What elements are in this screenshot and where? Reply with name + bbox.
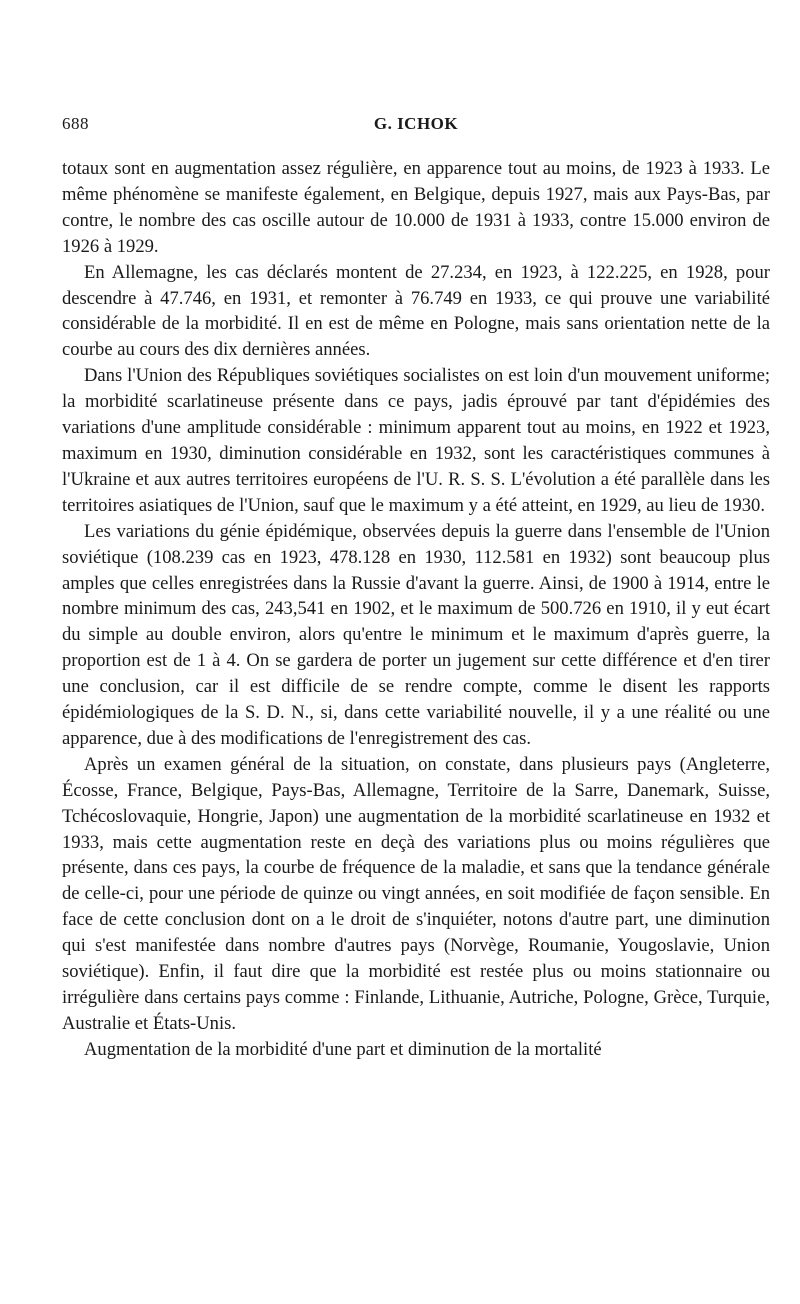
paragraph-4: Les variations du génie épidémique, observées depuis la guerre dans l'ensemble de l'Union soviétique (108.239 cas en 1923, 478.128 en 1930, 112.581 en 1932) sont beaucoup plus amples que celles enregistrées dans la Russie d'avant la guerre. Ainsi, de 1900 à 1914, entre le nombre minimum des cas, 243,541 en 1902, et le maximum de 500.726 en 1910, il y eut écart du simple au double environ, alors qu'entre le minimum et le maximum d'après guerre, la proportion est de 1 à 4. On se gardera de porter un jugement sur cette différence et d'en tirer une conclusion, car il est difficile de se rendre compte, comme le disent les rapports épidémiologiques de la S. D. N., si, dans cette variabilité nouvelle, il y a une réalité ou une apparence, due à des modifications de l'enregistrement des cas.: [62, 520, 770, 749]
body-text: [62, 156, 770, 1063]
paragraph-3: Dans l'Union des Républiques soviétiques socialistes on est loin d'un mouvement uniforme; la morbidité scarlatineuse présente dans ce pays, jadis éprouvé par tant d'épidémies des variations d'une amplitude considérable : minimum apparent tout au moins, en 1922 et 1923, maximum en 1930, diminution considérable en 1932, sont les caractéristiques communes à l'Ukraine et aux autres territoires européens de l'U. R. S. S. L'évolution a été parallèle dans les territoires asiatiques de l'Union, sauf que le maximum y a été atteint, en 1929, au lieu de 1930.: [62, 365, 770, 516]
paragraph-6: Augmentation de la morbidité d'une part et diminution de la mortalité: [84, 1038, 602, 1060]
paragraph-1: totaux sont en augmentation assez régulière, en apparence tout au moins, de 1923 à 1933. Le même phénomène se manifeste également, en Belgique, depuis 1927, mais aux Pays-Bas, par contre, le nombre des cas oscille autour de 10.000 de 1931 à 1933, contre 15.000 environ de 1926 à 1929.: [62, 158, 770, 257]
paragraph-2: En Allemagne, les cas déclarés montent de 27.234, en 1923, à 122.225, en 1928, pour descendre à 47.746, en 1931, et remonter à 76.749 en 1933, ce qui prouve une variabilité considérable de la morbidité. Il en est de même en Pologne, mais sans orientation nette de la courbe au cours des dix dernières années.: [62, 261, 770, 361]
page-number: 688: [62, 114, 89, 133]
running-head-author: G. ICHOK: [373, 114, 459, 133]
paragraph-5: Après un examen général de la situation, on constate, dans plusieurs pays (Angleterre, Écosse, France, Belgique, Pays-Bas, Allemagne, Territoire de la Sarre, Danemark, Suisse, Tchécoslovaquie, Hongrie, Japon) une augmentation de la morbidité scarlatineuse en 1932 et 1933, mais cette augmentation reste en deçà des variations plus ou moins régulières que présente, dans ces pays, la courbe de fréquence de la maladie, et sans que la tendance générale de celle-ci, pour une période de quinze ou vingt années, en soit modifiée de façon sensible. En face de cette conclusion dont on a le droit de s'inquiéter, notons d'autre part, une diminution qui s'est manifestée dans nombre d'autres pays (Norvège, Roumanie, Yougoslavie, Union soviétique). Enfin, il faut dire que la morbidité est restée plus ou moins stationnaire ou irrégulière dans certains pays comme : Finlande, Lithuanie, Autriche, Pologne, Grèce, Turquie, Australie et États-Unis.: [62, 753, 770, 1034]
page-header: [62, 114, 770, 136]
